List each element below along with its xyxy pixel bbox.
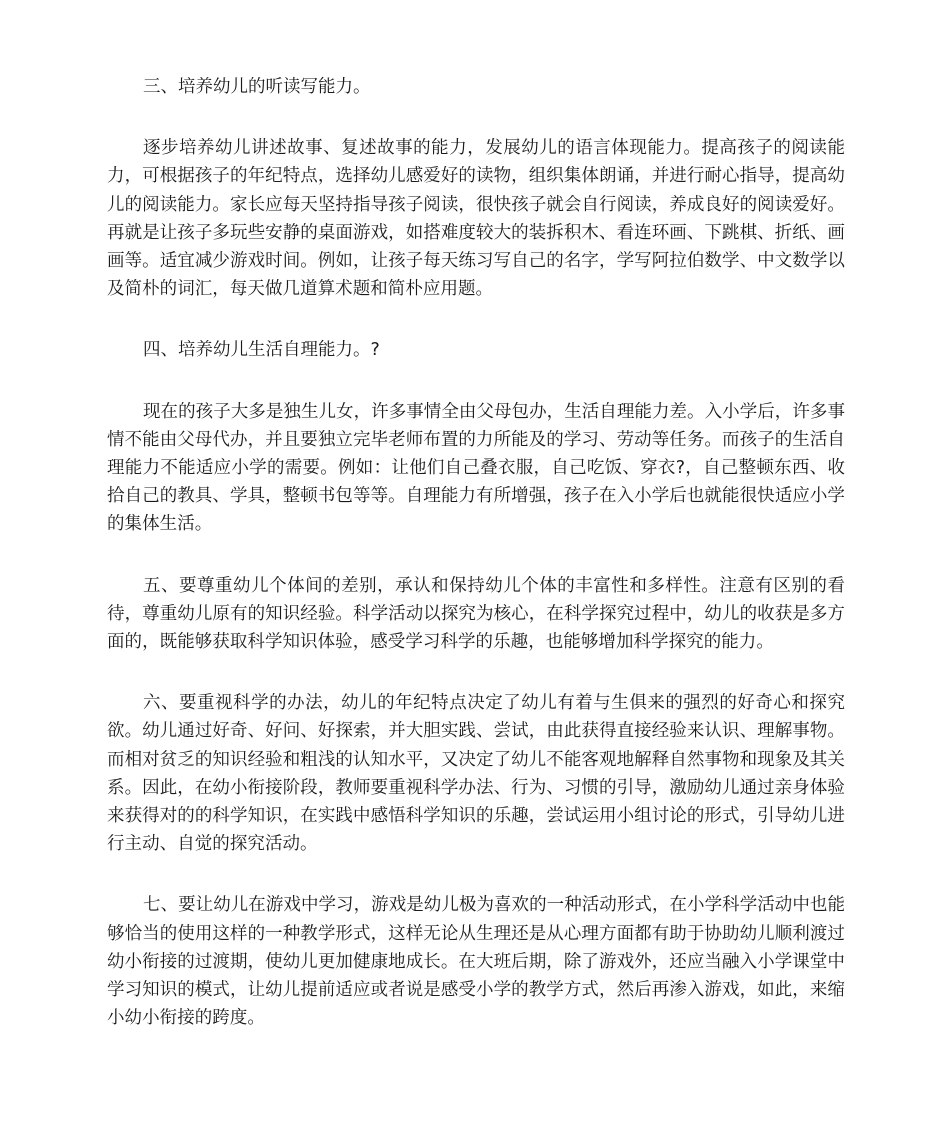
- document-page: [107, 73, 845, 1032]
- section-6-body: 六、要重视科学的办法，幼儿的年纪特点决定了幼儿有着与生俱来的强烈的好奇心和探究欲。幼儿通过好奇、好问、好探索，并大胆实践、尝试，由此获得直接经验来认识、理解事物。而相对贫乏的知识经验和粗浅的认知水平，又决定了幼儿不能客观地解释自然事物和现象及其关系。因此，在幼小衔接阶段，教师要重视科学办法、行为、习惯的引导，激励幼儿通过亲身体验来获得对的的科学知识，在实践中感悟科学知识的乐趣，尝试运用小组讨论的形式，引导幼儿进行主动、自觉的探究活动。: [107, 693, 845, 855]
- section-4-body: 现在的孩子大多是独生儿女，许多事情全由父母包办，生活自理能力差。入小学后，许多事情不能由父母代办，并且要独立完毕老师布置的力所能及的学习、劳动等任务。而孩子的生活自理能力不能适应小学的需要。例如：让他们自己叠衣服，自己吃饭、穿衣?，自己整顿东西、收拾自己的教具、学具，整顿书包等等。自理能力有所增强，孩子在入小学后也就能很快适应小学的集体生活。: [107, 401, 845, 535]
- spacer: [107, 539, 845, 572]
- section-5-body: 五、要尊重幼儿个体间的差别，承认和保持幼儿个体的丰富性和多样性。注意有区别的看待，尊重幼儿原有的知识经验。科学活动以探究为核心，在科学探究过程中，幼儿的收获是多方面的，既能够获取科学知识体验，感受学习科学的乐趣，也能够增加科学探究的能力。: [107, 575, 845, 653]
- section-7-body: 七、要让幼儿在游戏中学习，游戏是幼儿极为喜欢的一种活动形式，在小学科学活动中也能够恰当的使用这样的一种教学形式，这样无论从生理还是从心理方面都有助于协助幼儿顺利渡过幼小衔接的过渡期，使幼儿更加健康地成长。在大班后期，除了游戏外，还应当融入小学课堂中学习知识的模式，让幼儿提前适应或者说是感受小学的教学方式，然后再渗入游戏，如此，来缩小幼小衔接的跨度。: [107, 895, 845, 1029]
- section-3-heading: 三、培养幼儿的听读写能力。: [143, 77, 371, 97]
- section-4-heading: 四、培养幼儿生活自理能力。?: [143, 340, 380, 361]
- spacer: [107, 303, 845, 336]
- spacer: [107, 365, 845, 398]
- spacer: [107, 858, 845, 891]
- spacer: [107, 101, 845, 134]
- spacer: [107, 656, 845, 689]
- section-3-body: 逐步培养幼儿讲述故事、复述故事的能力，发展幼儿的语言体现能力。提高孩子的阅读能力，可根据孩子的年纪特点，选择幼儿感爱好的读物，组织集体朗诵，并进行耐心指导，提高幼儿的阅读能力。家长应每天坚持指导孩子阅读，很快孩子就会自行阅读，养成良好的阅读爱好。再就是让孩子多玩些安静的桌面游戏，如搭难度较大的装拆积木、看连环画、下跳棋、折纸、画画等。适宜减少游戏时间。例如，让孩子每天练习写自己的名字，学写阿拉伯数学、中文数学以及简朴的词汇，每天做几道算术题和简朴应用题。: [107, 138, 845, 300]
